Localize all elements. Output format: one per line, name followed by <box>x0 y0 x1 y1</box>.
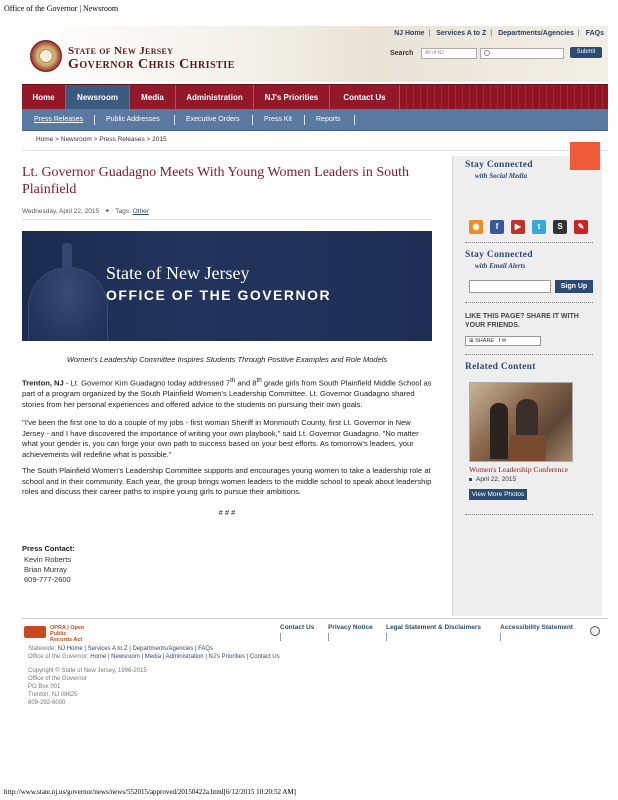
email-alerts-subheading: with Email Alerts <box>475 262 526 270</box>
footer-phone: 609-292-6000 <box>28 700 66 706</box>
article-meta: Wednesday, April 22, 2015 ✦ Tags: Other <box>22 208 149 215</box>
footer-address-3: Trenton, NJ 08625 <box>28 692 78 698</box>
opra-logo[interactable]: OPRA | Open Public Records Act <box>24 624 88 640</box>
article-paragraph-1: Trenton, NJ - Lt. Governor Kim Guadagno today addressed 7th and 8th grade girls from South Plainfield Middle School as part of a program organized by the South Plainfield Women's Leadership Committee. Lt. Governor Guadagno shared stories from her personal experiences and offered advice to the students on pursuing their own goals. <box>22 377 432 409</box>
footer-statewide-links: Statewide: NJ Home | Services A to Z | Departments/Agencies | FAQs <box>28 646 214 652</box>
youtube-icon[interactable]: ▶ <box>511 220 525 234</box>
press-contact-name-2: Brian Murray <box>24 565 67 574</box>
view-more-photos-button[interactable]: View More Photos <box>469 489 527 500</box>
press-contact-phone: 609-777-2600 <box>24 575 71 584</box>
nav-newsroom[interactable]: Newsroom <box>66 85 130 110</box>
capitol-dome-icon <box>28 267 108 341</box>
top-link-services[interactable]: Services A to Z <box>436 30 487 37</box>
opra-badge-icon <box>24 626 46 638</box>
nav-contact-us[interactable]: Contact Us <box>330 85 400 110</box>
breadcrumb[interactable]: Home > Newsroom > Press Releases > 2015 <box>36 136 167 143</box>
footer-link-contact[interactable]: Contact Us <box>280 624 315 631</box>
related-photo-thumbnail[interactable] <box>469 382 573 462</box>
top-link-departments[interactable]: Departments/Agencies <box>498 30 574 37</box>
subnav-press-releases[interactable]: Press Releases <box>34 116 84 123</box>
article-title: Lt. Governor Guadagno Meets With Young Women Leaders in South Plainfield <box>22 165 410 197</box>
scribd-icon[interactable]: S <box>553 220 567 234</box>
article-caption: Women's Leadership Committee Inspires Students Through Positive Examples and Role Models <box>66 355 388 364</box>
banner-subtitle: OFFICE OF THE GOVERNOR <box>106 287 332 303</box>
feedback-tab-icon[interactable] <box>570 142 600 170</box>
social-media-subheading: with Social Media <box>475 172 528 180</box>
related-item-date: April 22, 2015 <box>469 476 516 483</box>
nav-home[interactable]: Home <box>22 85 66 110</box>
subnav-press-kit[interactable]: Press Kit <box>264 116 293 123</box>
nav-media[interactable]: Media <box>130 85 176 110</box>
nav-administration[interactable]: Administration <box>176 85 254 110</box>
rss-icon[interactable]: ◉ <box>469 220 483 234</box>
banner-title: State of New Jersey <box>106 263 250 283</box>
press-contact-label: Press Contact: <box>22 544 75 553</box>
related-content-heading: Related Content <box>465 362 536 372</box>
article-paragraph-2: "I've been the first one to do a couple of my jobs - first woman Sheriff in Monmouth County, first Lt. Governor in New Jersey - and I have discovered the importance of writing your own playbook," said Lt. Governor Guadagno. "No matter what your gender is, you can forge your own path to success based on your best efforts. As tomorrow's leaders, your achievements will redefine what is possible." <box>22 418 419 459</box>
stay-connected-heading: Stay Connected <box>465 160 533 170</box>
search-scope-select[interactable]: All of NJ <box>421 48 477 59</box>
email-alert-input[interactable] <box>469 280 551 293</box>
tag-link-other[interactable]: Other <box>132 208 149 215</box>
meta-divider <box>22 219 432 220</box>
tags-label: Tags: <box>115 208 131 215</box>
share-prompt: LIKE THIS PAGE? SHARE IT WITH YOUR FRIENDS. <box>465 313 579 329</box>
share-label: SHARE <box>475 338 495 344</box>
footer-address-2: PO Box 001 <box>28 684 61 690</box>
flickr-icon[interactable]: ✎ <box>574 220 588 234</box>
site-header <box>22 26 608 82</box>
nav-nj-priorities[interactable]: NJ's Priorities <box>254 85 330 110</box>
top-link-nj-home[interactable]: NJ Home <box>394 30 425 37</box>
main-nav <box>22 84 608 109</box>
footer-office-links: Office of the Governor: Home | Newsroom | Media | Administration | NJ's Priorities | Contact Us <box>28 654 280 660</box>
header-state-name[interactable]: State of New Jersey <box>68 45 174 57</box>
sign-up-button[interactable]: Sign Up <box>555 280 593 293</box>
sub-nav <box>22 109 608 131</box>
search-icon <box>484 50 490 56</box>
footer-link-accessibility[interactable]: Accessibility Statement <box>500 624 573 631</box>
footer-address-1: Office of the Governor <box>28 676 87 682</box>
stay-connected-email-heading: Stay Connected <box>465 250 533 260</box>
page-wrapper <box>22 26 608 706</box>
footer-divider <box>22 618 608 619</box>
share-button[interactable] <box>465 336 541 346</box>
sidebar <box>452 156 602 616</box>
subnav-executive-orders[interactable]: Executive Orders <box>186 116 240 123</box>
twitter-icon[interactable]: t <box>532 220 546 234</box>
article-end-mark: # # # <box>218 508 236 517</box>
search-input[interactable] <box>480 48 564 59</box>
top-link-faqs[interactable]: FAQs <box>585 30 604 37</box>
browser-tab-title: Office of the Governor | Newsroom <box>4 4 119 13</box>
breadcrumb-divider <box>22 150 608 151</box>
subnav-public-addresses[interactable]: Public Addresses <box>106 116 160 123</box>
search-submit-button[interactable]: Submit <box>570 47 602 58</box>
footer-link-legal[interactable]: Legal Statement & Disclaimers <box>386 624 482 631</box>
office-banner-image <box>22 231 432 341</box>
related-item-title[interactable]: Women's Leadership Conference <box>469 465 569 474</box>
state-seal-icon[interactable] <box>30 40 62 72</box>
share-network-icons: f ✉ <box>495 338 507 344</box>
accessibility-icon[interactable] <box>590 626 600 636</box>
article-paragraph-3: The South Plainfield Women's Leadership Committee supports and encourages young women to take a leadership role at school and in their community. Each year, the group brings women leaders to the middle school to speak about leadership roles and discuss their career paths to inspire young girls to pursue their ambitions. <box>22 466 432 496</box>
browser-url-footer: http://www.state.nj.us/governor/news/news/552015/approved/20150422a.html[6/12/2015 10:20:52 AM] <box>4 788 296 796</box>
search-label: Search <box>390 50 414 57</box>
header-governor-name[interactable]: Governor Chris Christie <box>68 57 235 72</box>
share-icon: ⊞ <box>469 338 474 344</box>
footer-link-privacy[interactable]: Privacy Notice <box>328 624 373 631</box>
subnav-reports[interactable]: Reports <box>316 116 341 123</box>
press-contact-name-1: Kevin Roberts <box>24 555 72 564</box>
top-links: NJ Home | Services A to Z | Departments/Agencies | FAQs <box>390 30 608 37</box>
facebook-icon[interactable]: f <box>490 220 504 234</box>
bullet-icon <box>469 478 472 481</box>
article-date: Wednesday, April 22, 2015 <box>22 208 100 215</box>
footer-copyright: Copyright © State of New Jersey, 1996-2015 <box>28 668 147 674</box>
